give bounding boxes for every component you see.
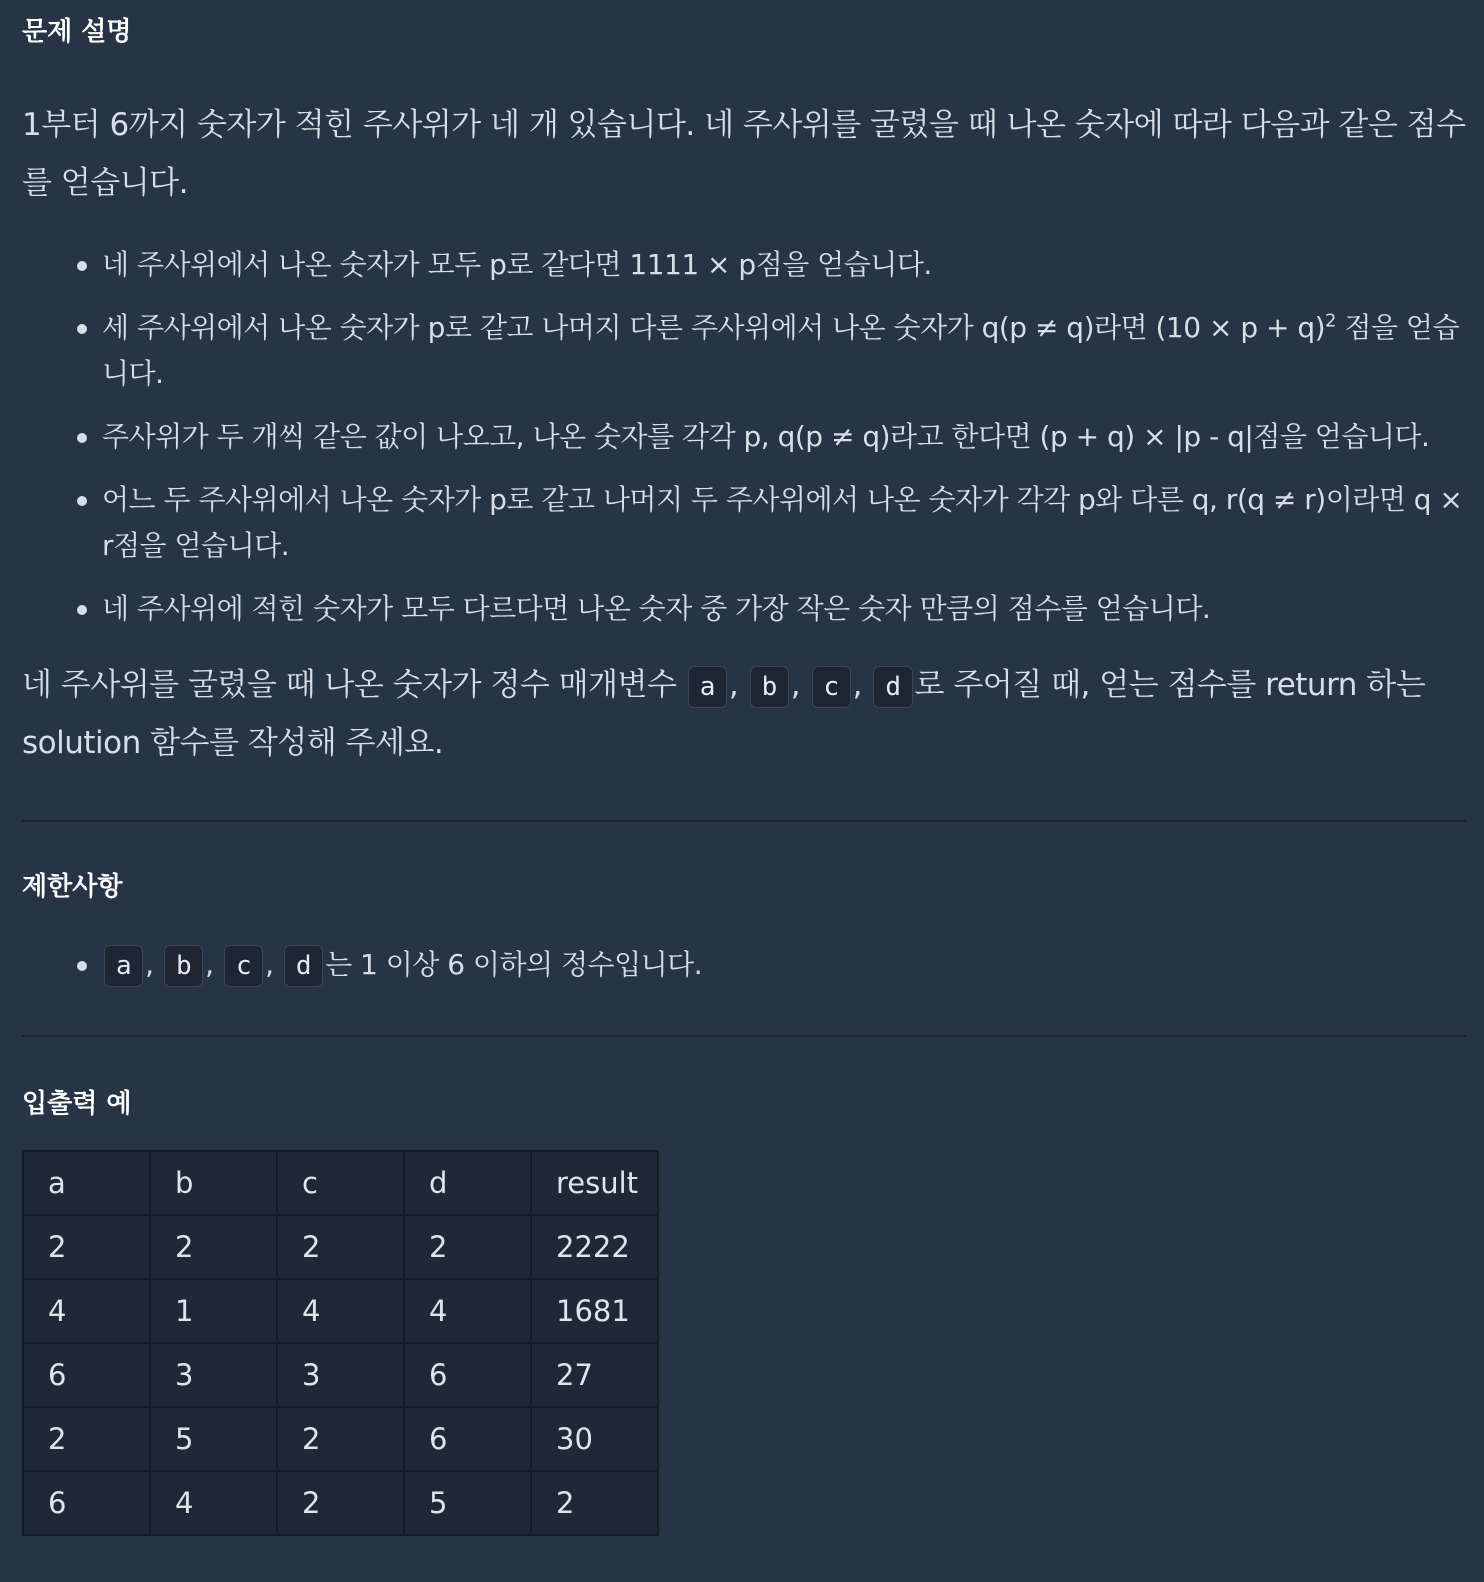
param-code-b: b — [750, 666, 789, 708]
column-header-result: result — [531, 1151, 658, 1215]
separator: , — [728, 667, 739, 703]
section-heading-examples: 입출력 예 — [22, 1089, 132, 1119]
superscript: 2 — [1325, 310, 1336, 332]
task-text — [22, 656, 1466, 772]
separator: , — [205, 948, 214, 981]
table-cell: 4 — [23, 1279, 150, 1343]
column-header-c: c — [277, 1151, 404, 1215]
column-header-b: b — [150, 1151, 277, 1215]
separator: , — [145, 948, 154, 981]
table-cell: 4 — [404, 1279, 531, 1343]
table-cell: 2 — [23, 1407, 150, 1471]
divider — [22, 1035, 1466, 1037]
task-text-before: 네 주사위를 굴렸을 때 나온 숫자가 정수 매개변수 — [22, 667, 686, 703]
table-cell: 2 — [531, 1471, 658, 1535]
table-cell: 4 — [150, 1471, 277, 1535]
table-cell: 27 — [531, 1343, 658, 1407]
table-cell: 2 — [150, 1215, 277, 1279]
table-cell: 3 — [277, 1343, 404, 1407]
divider — [22, 820, 1466, 822]
param-code-c: c — [224, 945, 263, 987]
constraint-text: 는 1 이상 6 이하의 정수입니다. — [325, 948, 703, 981]
constraints-list — [22, 942, 1466, 988]
param-code-a: a — [104, 945, 143, 987]
rule-text-tail: 점을 얻습니다. — [102, 311, 1459, 390]
param-code-d: d — [284, 945, 323, 987]
scoring-rules-list — [22, 242, 1466, 632]
task-text-after: 로 주어질 때, 얻는 점수를 return 하는 solution 함수를 작성해 주세요. — [22, 667, 1426, 761]
rule-item — [102, 305, 1466, 397]
table-row — [23, 1215, 658, 1279]
table-row — [23, 1407, 658, 1471]
table-cell: 2 — [404, 1215, 531, 1279]
table-cell: 1 — [150, 1279, 277, 1343]
constraint-item — [102, 942, 1466, 988]
table-cell: 5 — [404, 1471, 531, 1535]
table-cell: 1681 — [531, 1279, 658, 1343]
intro-text: 1부터 6까지 숫자가 적힌 주사위가 네 개 있습니다. 네 주사위를 굴렸을 때 나온 숫자에 따라 다음과 같은 점수를 얻습니다. — [22, 107, 1466, 201]
table-cell: 6 — [23, 1471, 150, 1535]
table-cell: 30 — [531, 1407, 658, 1471]
rule-item: 네 주사위에 적힌 숫자가 모두 다르다면 나온 숫자 중 가장 작은 숫자 만큼의 점수를 얻습니다. — [102, 586, 1466, 632]
table-cell: 4 — [277, 1279, 404, 1343]
table-cell: 6 — [404, 1343, 531, 1407]
separator: , — [265, 948, 274, 981]
section-heading-constraints: 제한사항 — [22, 872, 123, 902]
table-cell: 6 — [404, 1407, 531, 1471]
param-code-a: a — [688, 666, 727, 708]
param-code-c: c — [812, 666, 851, 708]
column-header-a: a — [23, 1151, 150, 1215]
param-code-d: d — [873, 666, 912, 708]
rule-item: 주사위가 두 개씩 같은 값이 나오고, 나온 숫자를 각각 p, q(p ≠ q)라고 한다면 (p + q) × |p - q|점을 얻습니다. — [102, 414, 1466, 460]
table-cell: 2 — [23, 1215, 150, 1279]
separator: , — [790, 667, 801, 703]
table-row — [23, 1343, 658, 1407]
table-cell: 2 — [277, 1471, 404, 1535]
section-heading-description: 문제 설명 — [22, 17, 132, 47]
rule-text: 세 주사위에서 나온 숫자가 p로 같고 나머지 다른 주사위에서 나온 숫자가 q(p ≠ q)라면 (10 × p + q) — [102, 311, 1326, 344]
table-cell: 6 — [23, 1343, 150, 1407]
table-cell: 3 — [150, 1343, 277, 1407]
param-code-b: b — [164, 945, 203, 987]
separator: , — [852, 667, 863, 703]
rule-item: 네 주사위에서 나온 숫자가 모두 p로 같다면 1111 × p점을 얻습니다. — [102, 242, 1466, 288]
table-row — [23, 1471, 658, 1535]
table-cell: 2 — [277, 1215, 404, 1279]
table-header-row — [23, 1151, 658, 1215]
examples-table — [22, 1150, 659, 1536]
column-header-d: d — [404, 1151, 531, 1215]
table-cell: 5 — [150, 1407, 277, 1471]
table-cell: 2 — [277, 1407, 404, 1471]
table-row — [23, 1279, 658, 1343]
rule-item: 어느 두 주사위에서 나온 숫자가 p로 같고 나머지 두 주사위에서 나온 숫자가 각각 p와 다른 q, r(q ≠ r)이라면 q × r점을 얻습니다. — [102, 477, 1466, 569]
table-cell: 2222 — [531, 1215, 658, 1279]
